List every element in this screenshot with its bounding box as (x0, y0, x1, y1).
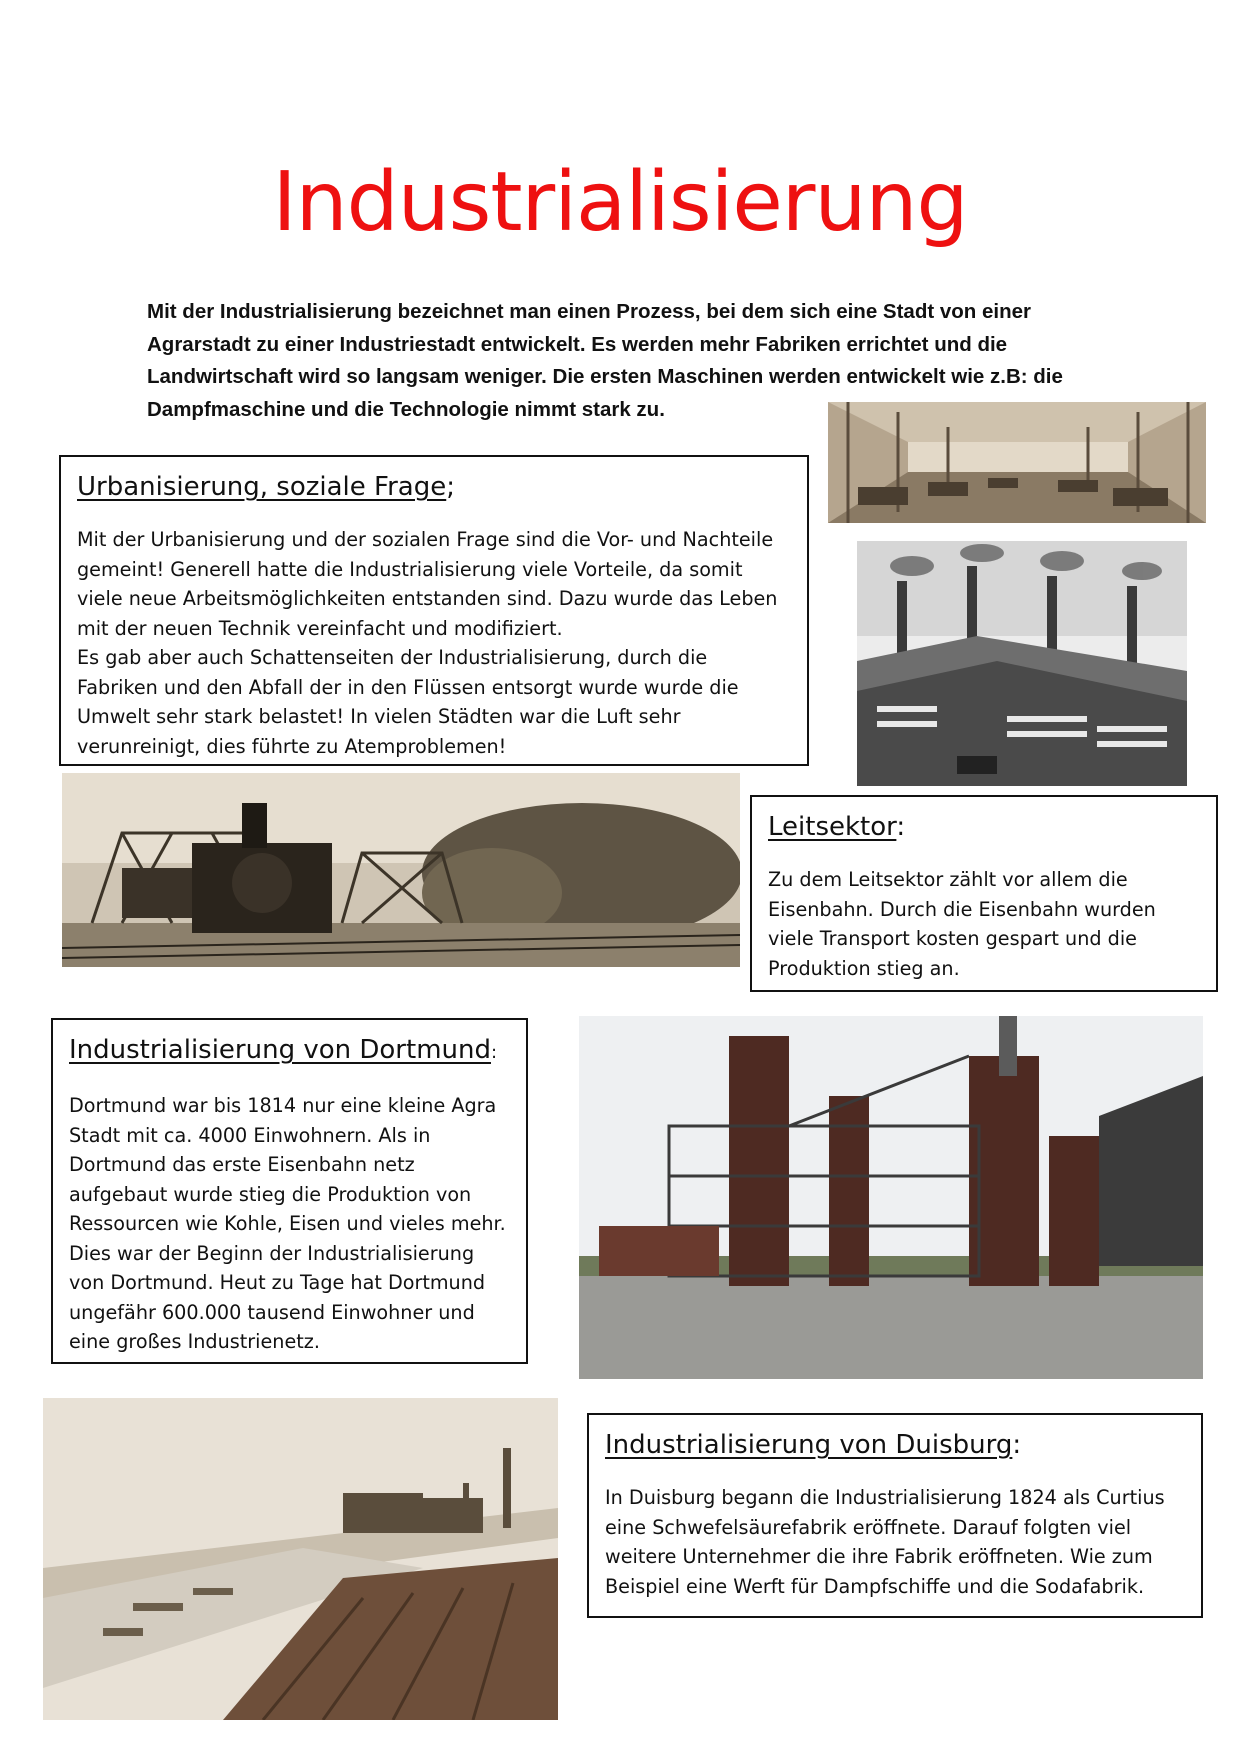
factory-engraving-image (857, 541, 1187, 786)
intro-paragraph: Mit der Industrialisierung bezeichnet man einen Prozess, bei dem sich eine Stadt von einer Agrarstadt zu einer Industriestadt entwickelt. Es werden mehr Fabriken errichtet und die Landwirtschaft wird so langsam weniger. Die ersten Maschinen werden entwickelt wie z.B: die Dampfmaschine und die Technologie nimmt stark zu. (147, 300, 1063, 421)
section-urbanisierung-body: Mit der Urbanisierung und der sozialen Frage sind die Vor- und Nachteile gemeint! Generell hatte die Industrialisierung viele Vorteile, da somit viele neue Arbeitsmöglichkeiten entstanden sind. Dazu wurde das Leben mit der neuen Technik vereinfacht und modifiziert. Es gab aber auch Schattenseiten der Industrialisierung, durch die Fabriken und den Abfall der in den Flüssen entsorgt wurde wurde die Umwelt sehr stark belastet! In vielen Städten war die Luft sehr verunreinigt, dies führte zu Atemproblemen! (77, 528, 778, 758)
steam-train-photo (62, 773, 740, 967)
section-dortmund (51, 1018, 528, 1364)
blast-furnace-photo (579, 1016, 1203, 1379)
section-leitsektor-body: Zu dem Leitsektor zählt vor allem die Eisenbahn. Durch die Eisenbahn wurden viele Transport kosten gespart und die Produktion stieg an. (768, 868, 1156, 980)
factory-hall-photo (828, 402, 1206, 523)
section-leitsektor-heading: Leitsektor: (768, 812, 906, 842)
page-title: Industrialisierung (272, 155, 968, 250)
section-urbanisierung-heading: Urbanisierung, soziale Frage; (77, 472, 455, 502)
duisburg-harbor-photo (43, 1398, 558, 1720)
section-leitsektor (750, 795, 1218, 992)
section-dortmund-body: Dortmund war bis 1814 nur eine kleine Agra Stadt mit ca. 4000 Einwohnern. Als in Dortmund das erste Eisenbahn netz aufgebaut wurde stieg die Produktion von Ressourcen wie Kohle, Eisen und vieles mehr. Dies war der Beginn der Industrialisierung von Dortmund. Heut zu Tage hat Dortmund ungefähr 600.000 tausend Einwohner und eine großes Industrienetz. (69, 1094, 506, 1353)
section-duisburg-heading: Industrialisierung von Duisburg: (605, 1430, 1022, 1460)
section-urbanisierung (59, 455, 809, 766)
section-duisburg-body: In Duisburg begann die Industrialisierung 1824 als Curtius eine Schwefelsäurefabrik eröffnete. Darauf folgten viel weitere Unternehmer die ihre Fabrik eröffneten. Wie zum Beispiel eine Werft für Dampfschiffe und die Sodafabrik. (605, 1486, 1165, 1598)
section-duisburg (587, 1413, 1203, 1618)
section-dortmund-heading: Industrialisierung von Dortmund: (69, 1035, 498, 1065)
